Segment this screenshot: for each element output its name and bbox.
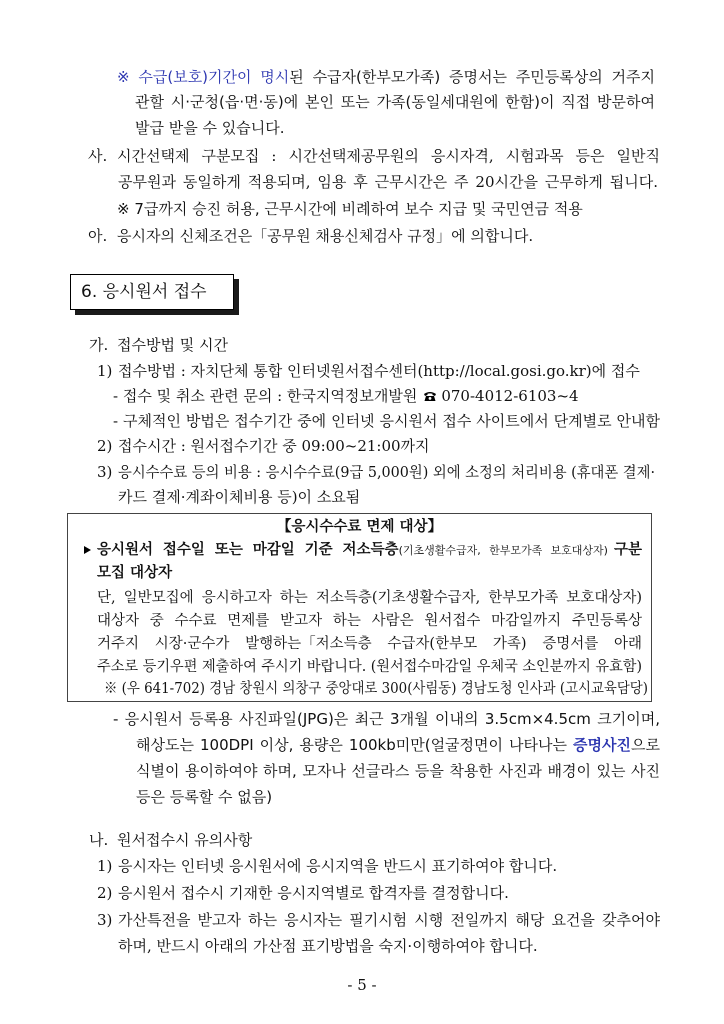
- item-sa-marker: 사.: [88, 147, 108, 165]
- na-item-text: 응시원서 접수시 기재한 응시지역별로 합격자를 결정합니다.: [118, 884, 509, 902]
- notice-line-3: 발급 받을 수 있습니다.: [135, 119, 285, 137]
- item-sa-line-2: 공무원과 동일하게 적용되며, 임용 후 근무시간은 주 20시간을 근무하게 됩니다.: [118, 173, 658, 191]
- fee-exemption-criteria-line-2: 모집 대상자: [97, 565, 173, 581]
- ga-time-marker: 2): [97, 437, 113, 455]
- ga-inquiry-phone: 070-4012-6103~4: [441, 387, 579, 405]
- item-sa-line-1: 시간선택제 구분모집 : 시간선택제공무원의 응시자격, 시험과목 등은 일반직: [117, 147, 661, 165]
- ga-inquiry-line: [113, 386, 583, 406]
- item-a-marker: 아.: [88, 227, 108, 245]
- criteria-bold-end: 구분: [613, 542, 642, 558]
- na-item-text: 가산특전을 받고자 하는 응시자는 필기시험 시행 전일까지 해당 요건을 갖추어야: [118, 911, 660, 929]
- criteria-small: (기초생활수급자, 한부모가족 보호대상자): [398, 544, 608, 557]
- ga-time-text: 접수시간 : 원서접수기간 중 09:00~21:00까지: [118, 437, 430, 455]
- fee-exemption-para-line: 대상자 중 수수료 면제를 받고자 하는 사람은 원서접수 마감일까지 주민등록상: [97, 613, 642, 629]
- notice-line-1: [117, 67, 655, 87]
- photo-rule-line-2-pre: 해상도는 100DPI 이상, 용량은 100kb미만(얼굴정면이 나타나는: [136, 736, 574, 754]
- notice-line-2: 관할 시·군청(읍·면·동)에 본인 또는 가족(동일세대원에 한함)이 직접 방문하여: [135, 93, 656, 111]
- photo-rule-line-4: 등은 등록할 수 없음): [136, 788, 273, 806]
- fee-exemption-box: [67, 513, 652, 702]
- item-sa-note: ※ 7급까지 승진 허용, 근무시간에 비례하여 보수 지급 및 국민연금 적용: [117, 200, 583, 218]
- na-title: 원서접수시 유의사항: [117, 831, 253, 849]
- fee-exemption-para-line: 주소로 등기우편 제출하여 주시기 바랍니다. (원서접수마감일 우체국 소인분까지 유효함): [97, 659, 643, 675]
- fee-exemption-para-line: 단, 일반모집에 응시하고자 하는 저소득층(기초생활수급자, 한부모가족 보호대상자): [97, 590, 643, 606]
- ga-guide: - 구체적인 방법은 접수기간 중에 인터넷 응시원서 접수 사이트에서 단계별로 안내함: [113, 412, 661, 430]
- ga-method-marker: 1): [97, 362, 113, 380]
- page-number: - 5 -: [347, 976, 377, 994]
- photo-rule-line-3: 식별이 용이하여야 하며, 모자나 선글라스 등을 착용한 사진과 배경이 있는 사진: [136, 762, 661, 780]
- item-a-text: 응시자의 신체조건은「공무원 채용신체검사 규정」에 의합니다.: [117, 227, 534, 245]
- notice-highlight: ※ 수급(보호)기간이 명시: [117, 68, 290, 86]
- ga-inquiry-text: - 접수 및 취소 관련 문의 : 한국지역정보개발원: [113, 387, 418, 405]
- photo-rule-highlight: 증명사진: [573, 736, 631, 754]
- photo-rule-line-2-post: 으로: [631, 736, 660, 754]
- ga-method-text: 접수방법 : 자치단체 통합 인터넷원서접수센터(http://local.gosi.go.kr)에 접수: [118, 362, 640, 380]
- fee-exemption-para-line: 거주지 시장·군수가 발행하는「저소득층 수급자(한부모 가족) 증명서를 아래: [97, 636, 643, 652]
- fee-exemption-title: 【응시수수료 면제 대상】: [276, 519, 443, 535]
- ga-fee-line-1: 응시수수료 등의 비용 : 응시수수료(9급 5,000원) 외에 소정의 처리비용 (휴대폰 결제·: [118, 463, 656, 481]
- ga-fee-line-2: 카드 결제·계좌이체비용 등)이 소요됨: [118, 488, 361, 506]
- criteria-bold: 응시원서 접수일 또는 마감일 기준 저소득층: [97, 542, 399, 558]
- phone-icon: [423, 390, 437, 402]
- ga-fee-marker: 3): [97, 463, 113, 481]
- section-heading-title: 6. 응시원서 접수: [81, 282, 207, 302]
- na-item-marker: 3): [97, 911, 113, 929]
- na-marker: 나.: [89, 831, 109, 849]
- triangle-right-icon: [84, 546, 91, 554]
- na-item-continuation: 하며, 반드시 아래의 가산점 표기방법을 숙지·이행하여야 합니다.: [118, 937, 538, 955]
- fee-exemption-criteria: [97, 540, 642, 560]
- photo-rule-line-1: - 응시원서 등록용 사진파일(JPG)은 최근 3개월 이내의 3.5cm×4.5cm 크기이며,: [113, 710, 660, 728]
- notice-line-1-rest: 된 수급자(한부모가족) 증명서는 주민등록상의 거주지: [289, 68, 655, 86]
- photo-rule-line-2: [136, 735, 660, 755]
- na-item-marker: 1): [97, 857, 113, 875]
- ga-marker: 가.: [89, 336, 109, 354]
- na-item-text: 응시자는 인터넷 응시원서에 응시지역을 반드시 표기하여야 합니다.: [118, 857, 558, 875]
- section-heading-box: [70, 274, 234, 310]
- ga-title: 접수방법 및 시간: [117, 336, 228, 354]
- fee-exemption-address: ※ (우 641-702) 경남 창원시 의창구 중앙대로 300(사림동) 경남도청 인사과 (고시교육담당): [104, 681, 648, 697]
- na-item-marker: 2): [97, 884, 113, 902]
